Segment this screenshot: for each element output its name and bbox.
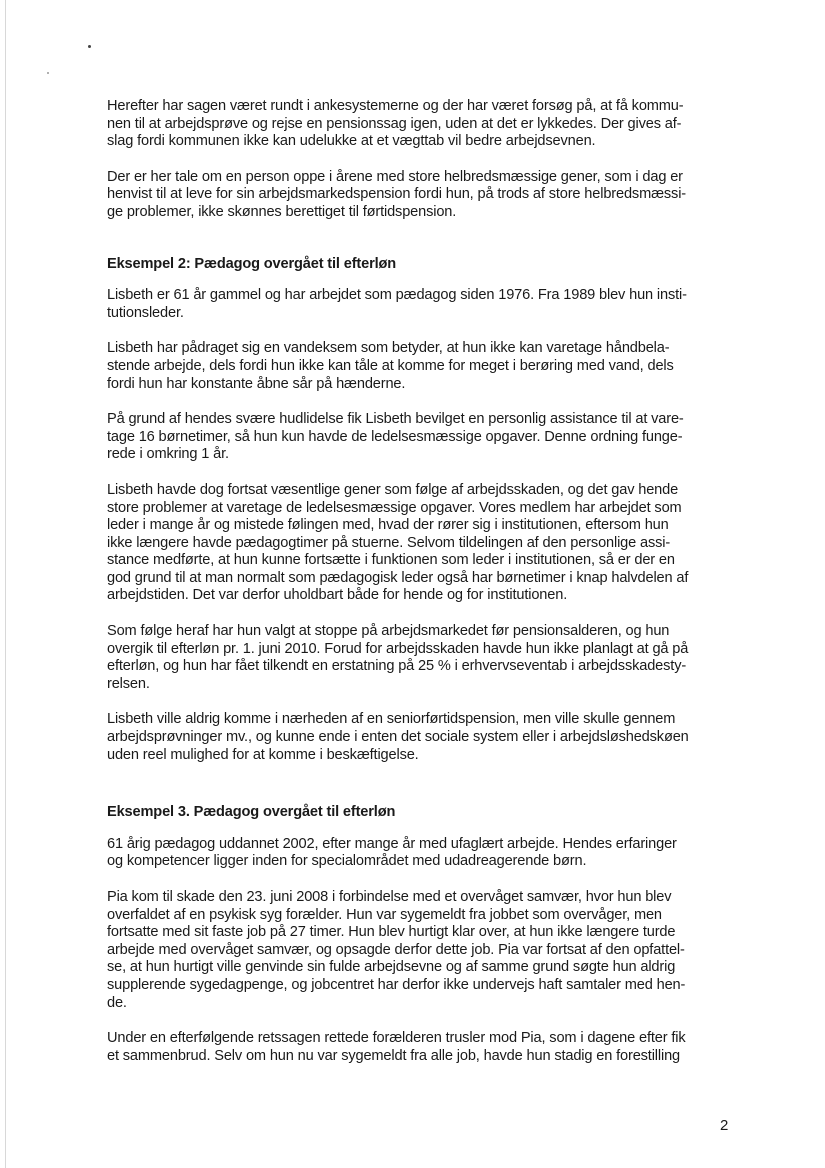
- text-line: Lisbeth havde dog fortsat væsentlige gener som følge af arbejdsskaden, og det gav hende: [107, 481, 679, 498]
- text-line: tage 16 børnetimer, så hun kun havde de ledelsesmæssige opgaver. Denne ordning funge-: [107, 428, 683, 445]
- example-3-heading: Eksempel 3. Pædagog overgået til efterløn: [107, 804, 396, 821]
- text-line: tutionsleder.: [107, 304, 184, 321]
- text-line: Lisbeth ville aldrig komme i nærheden af en seniorførtidspension, men ville skulle gennem: [107, 711, 676, 728]
- text-line: arbejde med overvåget samvær, og opsagde derfor dette job. Pia var fortsat af den opfattel-: [107, 941, 685, 958]
- example-3-paragraph-2: [107, 889, 735, 1012]
- text-line: nen til at arbejdsprøve og rejse en pensionssag igen, uden at det er lykkedes. Der gives af-: [107, 115, 682, 132]
- text-line: fordi hun har konstante åbne sår på hænderne.: [107, 375, 406, 392]
- text-line: Som følge heraf har hun valgt at stoppe på arbejdsmarkedet før pensionsalderen, og hun: [107, 623, 670, 640]
- example-2-paragraph-3: [107, 411, 735, 464]
- text-line: god grund til at man normalt som pædagogisk leder også har børnetimer i knap halvdelen af: [107, 569, 689, 586]
- example-2-paragraph-4: [107, 482, 735, 605]
- example-2-paragraph-1: [107, 287, 735, 322]
- text-line: supplerende sygedagpenge, og jobcentret har derfor ikke undervejs haft samtaler med hen-: [107, 976, 686, 993]
- text-line: 61 årig pædagog uddannet 2002, efter mange år med ufaglært arbejde. Hendes erfaringer: [107, 835, 677, 852]
- scan-speck: [47, 72, 49, 74]
- text-line: arbejdsprøvninger mv., og kunne ende i enten det sociale system eller i arbejdsløshedskøen: [107, 729, 689, 746]
- page-number: 2: [720, 1117, 729, 1134]
- text-line: På grund af hendes svære hudlidelse fik Lisbeth bevilget en personlig assistance til at vare-: [107, 411, 684, 428]
- text-line: stende arbejde, dels fordi hun ikke kan tåle at komme for meget i berøring med vand, dels: [107, 357, 674, 374]
- section-spacer: [107, 240, 735, 256]
- text-line: Lisbeth er 61 år gammel og har arbejdet som pædagog siden 1976. Fra 1989 blev hun insti-: [107, 287, 687, 304]
- text-line: fortsatte med sit faste job på 27 timer. Hun blev hurtigt klar over, at hun ikke længere turde: [107, 924, 676, 941]
- text-line: ikke længere havde pædagogtimer på stuerne. Selvom tildelingen af den personlige assi-: [107, 534, 671, 551]
- text-line: ge problemer, ikke skønnes berettiget til førtidspension.: [107, 203, 457, 220]
- text-line: Under en efterfølgende retssagen rettede forælderen trusler mod Pia, som i dagene efter fik: [107, 1030, 686, 1047]
- intro-paragraph-1: [107, 98, 735, 151]
- document-body: [107, 98, 735, 1083]
- text-line: stance medførte, at hun kunne fortsætte i funktionen som leder i institutionen, så er der en: [107, 552, 675, 569]
- section-spacer: [107, 782, 735, 804]
- text-line: de.: [107, 994, 127, 1011]
- example-2-paragraph-6: [107, 711, 735, 764]
- text-line: arbejdstiden. Det var derfor uholdbart både for hende og for institutionen.: [107, 587, 568, 604]
- text-line: slag fordi kommunen ikke kan udelukke at et vægttab vil bedre arbejdsevnen.: [107, 133, 596, 150]
- text-line: Herefter har sagen været rundt i ankesystemerne og der har været forsøg på, at få kommu-: [107, 98, 684, 114]
- text-line: rede i omkring 1 år.: [107, 446, 229, 463]
- text-line: relsen.: [107, 675, 150, 692]
- example-2-paragraph-5: [107, 623, 735, 693]
- text-line: overgik til efterløn pr. 1. juni 2010. Forud for arbejdsskaden havde hun ikke planlagt at gå på: [107, 640, 689, 657]
- text-line: Lisbeth har pådraget sig en vandeksem som betyder, at hun ikke kan varetage håndbela-: [107, 340, 670, 357]
- text-line: Pia kom til skade den 23. juni 2008 i forbindelse med et overvåget samvær, hvor hun blev: [107, 889, 672, 905]
- text-line: overfaldet af en psykisk syg forælder. Hun var sygemeldt fra jobbet som overvåger, men: [107, 906, 662, 923]
- example-3-paragraph-1: [107, 836, 735, 871]
- text-line: leder i mange år og mistede følingen med, hvad der rører sig i institutionen, eftersom hun: [107, 517, 669, 534]
- text-line: henvist til at leve for sin arbejdsmarkedspension fordi hun, på trods af store helbredsmæssi-: [107, 186, 687, 203]
- text-line: Der er her tale om en person oppe i årene med store helbredsmæssige gener, som i dag er: [107, 168, 683, 185]
- example-2-heading: Eksempel 2: Pædagog overgået til efterløn: [107, 255, 397, 272]
- text-line: efterløn, og hun har fået tilkendt en erstatning på 25 % i erhvervseventab i arbejdsskadesty-: [107, 658, 687, 675]
- scan-edge: [5, 0, 6, 1168]
- text-line: store problemer at varetage de ledelsesmæssige opgaver. Vores medlem har arbejdet som: [107, 499, 682, 516]
- intro-paragraph-2: [107, 169, 735, 222]
- example-3-paragraph-3: [107, 1030, 735, 1065]
- text-line: uden reel mulighed for at komme i beskæftigelse.: [107, 746, 419, 763]
- scan-speck: [88, 45, 91, 48]
- text-line: et sammenbrud. Selv om hun nu var sygemeldt fra alle job, havde hun stadig en forestilling: [107, 1047, 681, 1064]
- text-line: og kompetencer ligger inden for specialområdet med udadreagerende børn.: [107, 853, 587, 870]
- text-line: se, at hun hurtigt ville genvinde sin fulde arbejdsevne og af samme grund søgte hun aldrig: [107, 959, 676, 976]
- example-2-paragraph-2: [107, 340, 735, 393]
